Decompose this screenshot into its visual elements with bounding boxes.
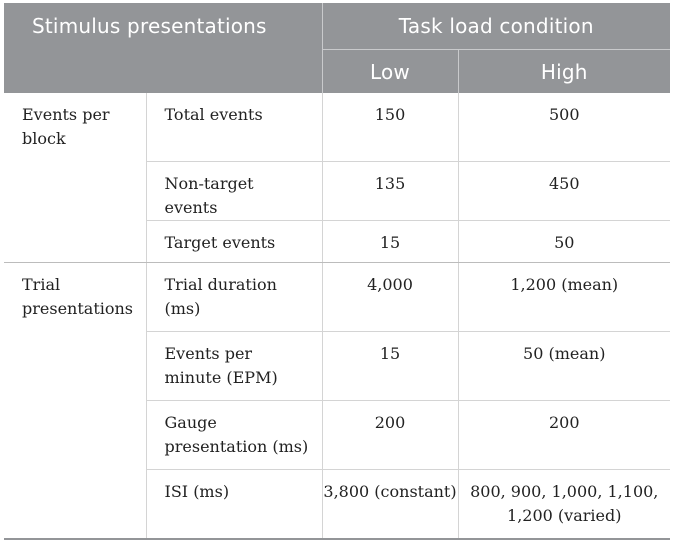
table-body xyxy=(4,93,670,539)
cell-low: 135 xyxy=(322,162,458,221)
row-label: Non-target events xyxy=(146,162,322,221)
table-header xyxy=(4,3,670,93)
header-task-load: Task load condition xyxy=(322,3,670,50)
cell-high: 50 xyxy=(458,221,670,263)
table-row xyxy=(4,93,670,162)
cell-high: 450 xyxy=(458,162,670,221)
header-high: High xyxy=(458,50,670,94)
row-label: Events per minute (EPM) xyxy=(146,332,322,401)
group-label: Trial presentations xyxy=(4,263,146,540)
cell-high: 50 (mean) xyxy=(458,332,670,401)
task-load-table xyxy=(4,3,670,540)
cell-low: 3,800 (constant) xyxy=(322,470,458,540)
table-row xyxy=(4,263,670,332)
cell-low: 150 xyxy=(322,93,458,162)
cell-high: 1,200 (mean) xyxy=(458,263,670,332)
cell-high: 800, 900, 1,000, 1,100, 1,200 (varied) xyxy=(458,470,670,540)
header-stimulus: Stimulus presentations xyxy=(4,3,322,93)
row-label: Trial duration (ms) xyxy=(146,263,322,332)
cell-low: 4,000 xyxy=(322,263,458,332)
row-label: Total events xyxy=(146,93,322,162)
row-label: Target events xyxy=(146,221,322,263)
row-label: Gauge presentation (ms) xyxy=(146,401,322,470)
cell-high: 500 xyxy=(458,93,670,162)
cell-low: 15 xyxy=(322,332,458,401)
group-label: Events per block xyxy=(4,93,146,263)
row-label: ISI (ms) xyxy=(146,470,322,540)
cell-high: 200 xyxy=(458,401,670,470)
cell-low: 15 xyxy=(322,221,458,263)
header-low: Low xyxy=(322,50,458,94)
cell-low: 200 xyxy=(322,401,458,470)
